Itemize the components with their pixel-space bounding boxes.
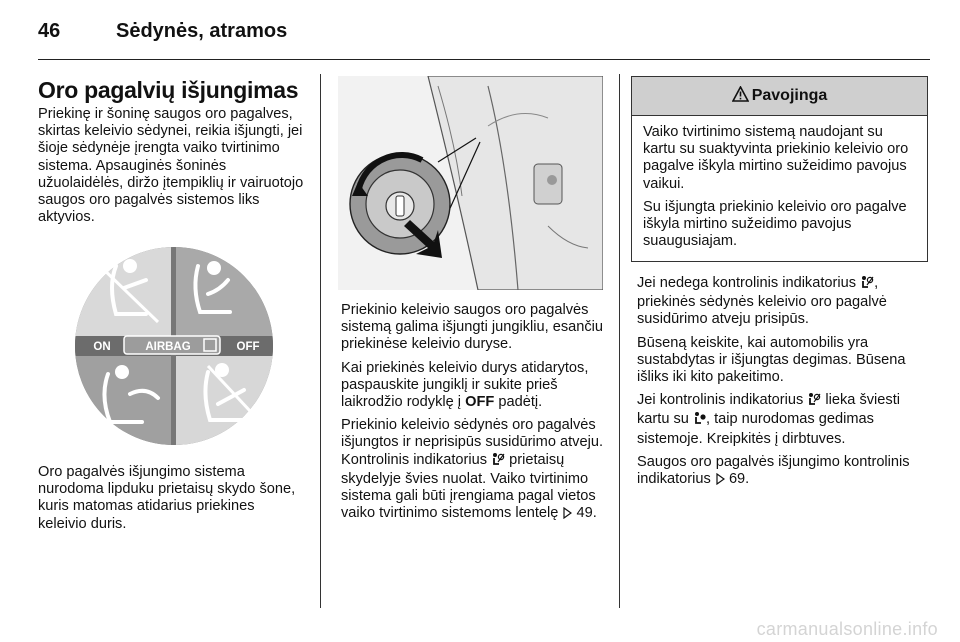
column-divider: [320, 74, 321, 608]
sticker-airbag-label: AIRBAG: [145, 341, 191, 353]
change-state-paragraph: Būseną keiskite, kai automobilis yra sustabdytas ir išjungtas degimas. Būsena išliks iki kito pakeitimo.: [637, 334, 906, 386]
sticker-caption: Oro pagalvės išjungimo sistema nurodoma lipduku prietaisų skydo šone, kuris matomas atidarius priekines keleivio duris.: [38, 464, 296, 532]
sticker-off-label: OFF: [236, 341, 260, 353]
deactivated-text: Priekinio keleivio sėdynės oro pagalvės išjungtos ir neprisipūs susidūrimo atveju. Kontrolinis indikatorius: [341, 417, 603, 468]
column-divider: [619, 74, 620, 608]
warning-box: [631, 76, 928, 262]
warning-triangle-icon: [732, 86, 749, 107]
page-reference-triangle-icon: [562, 507, 572, 524]
instruction-text-end: padėtį.: [494, 394, 543, 411]
off-position-label: OFF: [465, 394, 495, 411]
instruction-text: Kai priekinės keleivio durys atidarytos, paspauskite jungiklį ir sukite prieš laikrodžio rodyklę į: [341, 359, 589, 411]
warning-paragraph-adult: Su išjungta priekinio keleivio oro pagalve iškyla mirtino sužeidimo pavojus suaugusiajam.: [643, 198, 907, 250]
deactivated-text-cont: prietaisų skydelyje švies nuolat. Vaiko tvirtinimo sistema gali būti įrengiama pagal vietos vaiko tvirtinimo sistemoms lentelę: [341, 451, 596, 522]
deactivated-paragraph: [341, 417, 607, 524]
warning-title: Pavojinga: [751, 87, 828, 104]
indicator-off-text-cont: , priekinės sėdynės keleivio oro pagalvė susidūrimo atveju prisipūs.: [637, 275, 887, 328]
airbag-off-indicator-icon: [807, 392, 821, 411]
warning-header: [632, 77, 927, 116]
section-title: Oro pagalvių išjungimas: [38, 77, 299, 103]
airbag-warning-icon: [693, 411, 706, 430]
indicator-off-paragraph: [637, 275, 931, 329]
intro-paragraph: Priekinę ir šoninę saugos oro pagalves, skirtas keleivio sėdynei, reikia išjungti, jei šioje sėdynėje įrengta vaiko tvirtinimo sistema. Apsauginės šoninės užuolaidėlės, diržo įtempiklių ir vairuotojo saugos oro pagalvės sistemos liks aktyvios.: [38, 106, 304, 226]
door-switch-illustration: [338, 76, 603, 290]
switch-paragraph: Priekinio keleivio saugos oro pagalvės sistemą galima išjungti jungikliu, esančiu priekinėse keleivio duryse.: [341, 302, 604, 353]
watermark: carmanualsonline.info: [756, 619, 938, 639]
page-number: 46: [38, 20, 61, 42]
right-column-text: [637, 275, 931, 496]
fault-text: Jei kontrolinis indikatorius: [637, 392, 808, 409]
warning-body: [632, 116, 927, 250]
page-reference: 49.: [576, 505, 597, 522]
fault-text-mid: lieka šviesti kartu su: [637, 392, 901, 428]
page-reference-triangle-icon: [715, 473, 725, 490]
fault-text-end: , taip nurodomas gedimas sistemoje. Kreipkitės į dirbtuves.: [637, 411, 874, 447]
page-reference: 69.: [728, 471, 750, 488]
header-rule: [38, 59, 930, 60]
middle-column-text: [341, 302, 607, 530]
indicator-off-text: Jei nedega kontrolinis indikatorius: [637, 275, 861, 291]
indicator-reference-paragraph: [637, 454, 931, 490]
page-header: [38, 20, 287, 43]
left-column-text: [38, 76, 306, 232]
warning-paragraph-child: Vaiko tvirtinimo sistemą naudojant su kartu su suaktyvinta priekinio keleivio oro pagalve iškyla mirtino sužeidimo pavojus vaikui.: [643, 124, 909, 192]
fault-paragraph: [637, 392, 931, 448]
sticker-on-label: ON: [93, 341, 111, 353]
airbag-off-indicator-icon: [491, 452, 505, 471]
indicator-reference-text: Saugos oro pagalvės išjungimo kontrolinis indikatorius: [637, 453, 910, 488]
chapter-title: Sėdynės, atramos: [116, 20, 288, 42]
airbag-sticker-illustration: [38, 244, 304, 454]
airbag-off-indicator-icon: [860, 275, 874, 294]
left-caption-block: [38, 464, 306, 539]
switch-instruction-paragraph: [341, 360, 607, 412]
